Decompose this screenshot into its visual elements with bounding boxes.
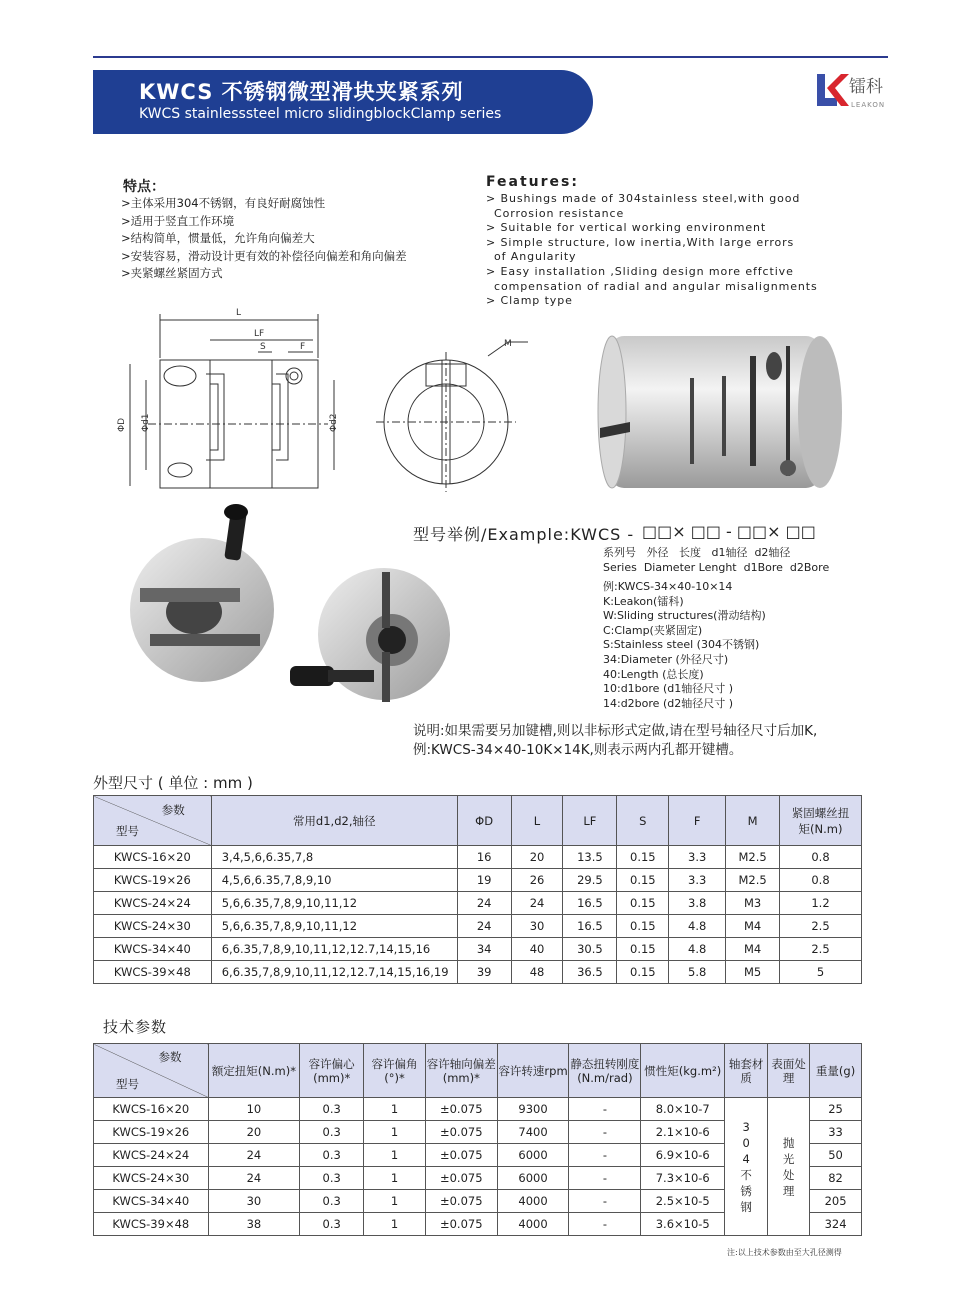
example-list	[603, 580, 766, 711]
tech-footnote: 注:以上技术参数由至大孔径测得	[727, 1248, 842, 1257]
corner-header	[94, 1044, 209, 1098]
table-cell: ±0.075	[425, 1213, 497, 1236]
features-en-line: Corrosion resistance	[494, 206, 625, 220]
table-cell: ±0.075	[425, 1098, 497, 1121]
table-cell: 3.6×10-5	[641, 1213, 725, 1236]
table-cell: ±0.075	[425, 1144, 497, 1167]
table-cell: M2.5	[726, 846, 780, 869]
col-header: F	[669, 796, 726, 846]
dimension-section-title: 外型尺寸 ( 单位 : mm )	[93, 774, 253, 792]
logo-text-en: LEAKON	[851, 101, 886, 109]
col-header: 容许偏心(mm)*	[300, 1044, 364, 1098]
table-cell: 2.5×10-5	[641, 1190, 725, 1213]
table-cell: 36.5	[563, 961, 617, 984]
table-cell: 13.5	[563, 846, 617, 869]
model-cell: KWCS-19×26	[94, 1121, 209, 1144]
table-cell: 26	[511, 869, 563, 892]
table-cell: 0.8	[780, 846, 862, 869]
features-cn-item: >安装容易，滑动设计更有效的补偿径向偏差和角向偏差	[121, 248, 407, 263]
example-item: 14:d2bore (d2轴径尺寸 )	[603, 696, 734, 710]
table-cell: M4	[726, 938, 780, 961]
table-cell: 24	[457, 915, 511, 938]
table-cell: -	[569, 1190, 641, 1213]
corner-header	[94, 796, 212, 846]
table-cell: 4000	[497, 1213, 569, 1236]
table-cell: 0.3	[300, 1213, 364, 1236]
table-cell: 5	[780, 961, 862, 984]
table-cell: ±0.075	[425, 1121, 497, 1144]
weight-cell: 25	[810, 1098, 862, 1121]
table-cell: 1	[364, 1144, 426, 1167]
features-cn-item: >夹紧螺丝紧固方式	[121, 266, 223, 280]
table-cell: 20	[208, 1121, 300, 1144]
col-header: 惯性矩(kg.m²)	[641, 1044, 725, 1098]
tech-table	[93, 1043, 862, 1236]
example-item: S:Stainless steel (304不锈钢)	[603, 638, 760, 652]
table-cell: M3	[726, 892, 780, 915]
model-cell: KWCS-24×24	[94, 892, 212, 915]
table-cell: 19	[457, 869, 511, 892]
table-cell: 1	[364, 1098, 426, 1121]
col-header: L	[511, 796, 563, 846]
table-cell: M2.5	[726, 869, 780, 892]
table-cell: M4	[726, 915, 780, 938]
table-cell: 1	[364, 1121, 426, 1144]
label-L: L	[236, 308, 242, 318]
table-cell: 3.3	[669, 869, 726, 892]
label-d1: Φd1	[141, 413, 151, 432]
table-cell: 38	[208, 1213, 300, 1236]
technical-drawing	[108, 300, 548, 500]
label-M: M	[504, 339, 512, 349]
weight-cell: 33	[810, 1121, 862, 1144]
table-cell: 2.5	[780, 938, 862, 961]
table-cell: 24	[208, 1144, 300, 1167]
note-line-2: 例:KWCS-34×40-10K×14K,则表示两内孔都开键槽。	[413, 742, 743, 758]
example-boxes: □□× □□ - □□× □□	[642, 522, 816, 541]
table-cell: 0.15	[617, 869, 669, 892]
table-cell: 30	[511, 915, 563, 938]
dimension-header-row	[94, 796, 862, 846]
table-cell: ±0.075	[425, 1190, 497, 1213]
table-cell: -	[569, 1098, 641, 1121]
table-cell: 8.0×10-7	[641, 1098, 725, 1121]
table-cell: 2.5	[780, 915, 862, 938]
table-cell: 6,6.35,7,8,9,10,11,12,12.7,14,15,16,19	[211, 961, 457, 984]
features-en-line: compensation of radial and angular misalignments	[494, 279, 818, 293]
table-cell: 30.5	[563, 938, 617, 961]
weight-cell: 82	[810, 1167, 862, 1190]
table-cell: 48	[511, 961, 563, 984]
features-en-line: > Clamp type	[486, 294, 573, 308]
features-en-title: Features:	[486, 174, 579, 190]
model-cell: KWCS-24×30	[94, 915, 212, 938]
corner-model: 型号	[116, 824, 139, 838]
model-cell: KWCS-16×20	[94, 846, 212, 869]
table-cell: 5,6,6.35,7,8,9,10,11,12	[211, 892, 457, 915]
table-cell: 0.15	[617, 915, 669, 938]
table-cell: 20	[511, 846, 563, 869]
table-cell: 1	[364, 1213, 426, 1236]
example-item: 例:KWCS-34×40-10×14	[603, 580, 733, 593]
keyway-note	[413, 722, 817, 760]
table-cell: 24	[457, 892, 511, 915]
table-cell: 0.3	[300, 1190, 364, 1213]
table-cell: 29.5	[563, 869, 617, 892]
corner-param: 参数	[158, 1050, 182, 1064]
table-row	[94, 938, 862, 961]
features-en-line: of Angularity	[494, 250, 577, 264]
features-cn-list	[121, 195, 407, 283]
table-cell: 30	[208, 1190, 300, 1213]
table-cell: 0.15	[617, 961, 669, 984]
table-cell: 0.3	[300, 1167, 364, 1190]
table-row	[94, 915, 862, 938]
title-banner	[93, 70, 593, 134]
table-row	[94, 892, 862, 915]
corner-param: 参数	[161, 803, 185, 817]
table-row	[94, 846, 862, 869]
top-rule	[93, 56, 888, 58]
weight-cell: 324	[810, 1213, 862, 1236]
table-cell: 6000	[497, 1167, 569, 1190]
features-en-list	[486, 192, 818, 309]
table-cell: 9300	[497, 1098, 569, 1121]
model-cell: KWCS-39×48	[94, 961, 212, 984]
table-cell: 1	[364, 1167, 426, 1190]
table-cell: 6000	[497, 1144, 569, 1167]
col-header: 重量(g)	[810, 1044, 862, 1098]
model-cell: KWCS-39×48	[94, 1213, 209, 1236]
table-cell: 4000	[497, 1190, 569, 1213]
table-cell: 16.5	[563, 892, 617, 915]
table-cell: 6.9×10-6	[641, 1144, 725, 1167]
col-header: M	[726, 796, 780, 846]
table-cell: 0.3	[300, 1098, 364, 1121]
model-cell: KWCS-24×30	[94, 1167, 209, 1190]
logo-mark-icon	[815, 70, 849, 110]
example-item: W:Sliding structures(滑动结构)	[603, 609, 766, 623]
note-line-1: 说明:如果需要另加键槽,则以非标形式定做,请在型号轴径尺寸后加K,	[413, 723, 818, 739]
col-header: 容许轴向偏差(mm)*	[425, 1044, 497, 1098]
table-cell: ±0.075	[425, 1167, 497, 1190]
title-en: KWCS stainlesssteel micro slidingblockClamp series	[139, 106, 502, 122]
example-title: 型号举例/Example:KWCS -	[413, 525, 635, 544]
table-cell: 2.1×10-6	[641, 1121, 725, 1144]
col-header: 容许偏角(°)*	[364, 1044, 426, 1098]
col-header: S	[617, 796, 669, 846]
table-cell: 0.3	[300, 1144, 364, 1167]
table-cell: 3.8	[669, 892, 726, 915]
model-cell: KWCS-16×20	[94, 1098, 209, 1121]
weight-cell: 50	[810, 1144, 862, 1167]
model-cell: KWCS-34×40	[94, 938, 212, 961]
table-cell: 0.15	[617, 846, 669, 869]
table-cell: -	[569, 1121, 641, 1144]
table-cell: -	[569, 1167, 641, 1190]
table-cell: 4.8	[669, 915, 726, 938]
col-header: ΦD	[457, 796, 511, 846]
table-cell: 6,6.35,7,8,9,10,11,12,12.7,14,15,16	[211, 938, 457, 961]
example-item: 40:Length (总长度)	[603, 667, 704, 681]
example-item: 34:Diameter (外径尺寸)	[603, 652, 729, 666]
table-cell: 0.3	[300, 1121, 364, 1144]
model-cell: KWCS-24×24	[94, 1144, 209, 1167]
table-cell: 39	[457, 961, 511, 984]
table-cell: 24	[208, 1167, 300, 1190]
features-cn-item: >结构简单，惯量低，允许角向偏差大	[121, 231, 315, 245]
col-header: 表面处理	[768, 1044, 810, 1098]
coupling-photo	[590, 306, 860, 496]
col-header: 额定扭矩(N.m)*	[208, 1044, 300, 1098]
features-en-line: > Suitable for vertical working environment	[486, 221, 767, 235]
example-item: C:Clamp(夹紧固定)	[603, 623, 703, 637]
model-cell: KWCS-34×40	[94, 1190, 209, 1213]
col-header: 容许转速rpm	[497, 1044, 569, 1098]
label-F: F	[300, 342, 306, 352]
table-cell: 10	[208, 1098, 300, 1121]
table-cell: 16	[457, 846, 511, 869]
features-cn-item: >适用于竖直工作环境	[121, 213, 235, 228]
table-cell: 24	[511, 892, 563, 915]
table-row	[94, 869, 862, 892]
table-cell: 1	[364, 1190, 426, 1213]
label-LF: LF	[254, 329, 265, 339]
example-labels	[603, 545, 829, 575]
parts-photo	[120, 502, 450, 712]
table-cell: 4.8	[669, 938, 726, 961]
logo-text-cn: 镭科	[849, 77, 883, 97]
example-labels-en: Series Diameter Lenght d1Bore d2Bore	[603, 561, 830, 574]
weight-cell: 205	[810, 1190, 862, 1213]
table-cell: 1.2	[780, 892, 862, 915]
table-cell: 5,6,6.35,7,8,9,10,11,12	[211, 915, 457, 938]
example-item: 10:d1bore (d1轴径尺寸 )	[603, 682, 734, 696]
label-D: ΦD	[117, 417, 127, 432]
label-d2: Φd2	[329, 413, 339, 432]
table-cell: 16.5	[563, 915, 617, 938]
col-header: 紧固螺丝扭矩(N.m)	[780, 796, 862, 846]
tech-section-title: 技术参数	[103, 1018, 168, 1036]
table-row	[94, 961, 862, 984]
col-header: 轴套材质	[725, 1044, 768, 1098]
table-cell: 7.3×10-6	[641, 1167, 725, 1190]
table-row	[94, 1098, 862, 1121]
features-en-line: > Simple structure, low inertia,With large errors	[486, 235, 795, 249]
surface-cell: 抛光处理	[768, 1098, 810, 1236]
dimension-table	[93, 795, 862, 984]
table-cell: 0.15	[617, 938, 669, 961]
table-cell: -	[569, 1144, 641, 1167]
features-cn-title: 特点：	[123, 179, 165, 195]
table-cell: 5.8	[669, 961, 726, 984]
features-en-line: > Bushings made of 304stainless steel,with good	[486, 192, 801, 205]
table-cell: 0.15	[617, 892, 669, 915]
material-cell: 304不锈钢	[725, 1098, 768, 1236]
table-cell: 34	[457, 938, 511, 961]
table-cell: M5	[726, 961, 780, 984]
table-cell: 4,5,6,6.35,7,8,9,10	[211, 869, 457, 892]
model-cell: KWCS-19×26	[94, 869, 212, 892]
example-item: K:Leakon(镭科)	[603, 594, 684, 608]
label-S: S	[260, 342, 266, 352]
leakon-logo	[815, 70, 895, 116]
title-cn: KWCS 不锈钢微型滑块夹紧系列	[139, 80, 464, 104]
features-cn-item: >主体采用304不锈钢，有良好耐腐蚀性	[121, 196, 326, 210]
table-cell: 40	[511, 938, 563, 961]
example-labels-cn: 系列号 外径 长度 d1轴径 d2轴径	[603, 546, 791, 559]
table-cell: -	[569, 1213, 641, 1236]
col-header: LF	[563, 796, 617, 846]
table-cell: 7400	[497, 1121, 569, 1144]
features-en-line: > Easy installation ,Sliding design more effctive	[486, 264, 794, 278]
corner-model: 型号	[116, 1077, 139, 1091]
table-cell: 0.8	[780, 869, 862, 892]
col-header: 静态扭转刚度(N.m/rad)	[569, 1044, 641, 1098]
col-header: 常用d1,d2,轴径	[211, 796, 457, 846]
table-cell: 3,4,5,6,6.35,7,8	[211, 846, 457, 869]
table-cell: 3.3	[669, 846, 726, 869]
tech-header-row	[94, 1044, 862, 1098]
